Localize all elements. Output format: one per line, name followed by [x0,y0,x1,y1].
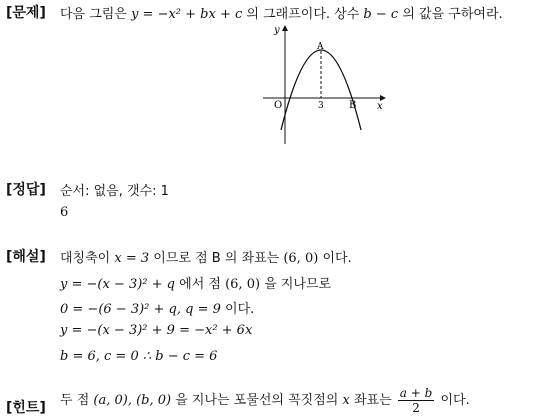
hint-label: [힌트] [6,400,46,416]
hint-mid: 을 지나는 포물선의 꼭짓점의 [175,393,339,408]
origin-label: O [274,100,283,111]
solution-line-1 [60,247,352,266]
s1-end: 이다. [322,251,352,266]
answer-value: 6 [60,205,69,220]
problem-suffix: 의 값을 구하여라. [402,7,503,22]
tick-label-3: 3 [318,101,324,111]
s1-coord: (6, 0) [283,251,319,266]
s2-coord: (6, 0) [225,277,261,292]
s3-end: 이다. [225,302,255,317]
s2-math: y = −(x − 3)² + q [60,277,175,292]
hint-frac-num: a + b [399,386,433,400]
point-b-label: B [349,100,357,111]
s1-pre: 대칭축이 [60,251,111,266]
hint-text [60,386,470,415]
hint-frac-den: 2 [412,401,420,415]
hint-var: x [342,393,350,408]
solution-label: [해설] [6,249,46,265]
s5-math: b = 6, c = 0 ∴ b − c = 6 [60,349,218,364]
problem-label: [문제] [6,5,46,21]
s1-math: x = 3 [114,251,150,266]
hint-points: (a, 0), (b, 0) [93,393,172,408]
hint-mid2: 좌표는 [353,393,392,408]
s2-end: 을 지나므로 [264,277,332,292]
answer-label: [정답] [6,182,46,198]
y-axis-label: y [274,25,280,36]
answer-meta: 순서: 없음, 갯수: 1 [60,184,169,199]
problem-equation: y = −x² + bx + c [131,7,243,22]
hint-fraction [398,386,435,415]
solution-line-2 [60,273,331,292]
parabola-graph [255,20,395,150]
solution-line-5 [60,349,217,364]
solution-line-4 [60,323,252,338]
vertex-label: A [317,42,324,52]
x-axis-label: x [377,101,383,112]
problem-middle: 의 그래프이다. 상수 [246,7,360,22]
hint-end: 이다. [440,393,470,408]
solution-line-3 [60,298,254,317]
problem-expr: b − c [363,7,399,22]
s1-mid: 이므로 점 B 의 좌표는 [153,251,280,266]
s3-math: 0 = −(6 − 3)² + q, q = 9 [60,302,221,317]
s4-math: y = −(x − 3)² + 9 = −x² + 6x [60,323,253,338]
s2-mid: 에서 점 [179,277,221,292]
problem-prefix: 다음 그림은 [60,7,127,22]
hint-pre: 두 점 [60,393,90,408]
